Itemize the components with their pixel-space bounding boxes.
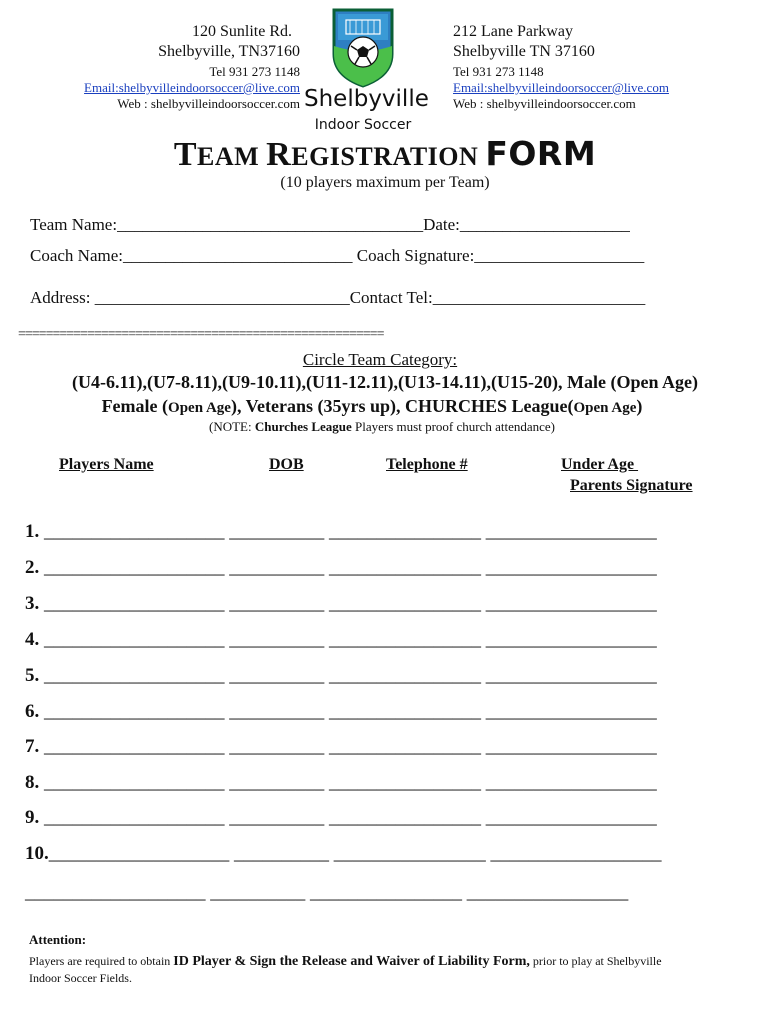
attention-text-start: Players are required to obtain bbox=[29, 954, 174, 968]
column-telephone: Telephone # bbox=[386, 456, 468, 473]
row-number: 4. bbox=[25, 629, 40, 650]
row-number: 3. bbox=[25, 593, 40, 614]
extra-row-fields[interactable]: ___________________ __________ ________________ _________________ bbox=[25, 882, 629, 903]
team-name-date-field[interactable]: Team Name:____________________________________Date:____________________ bbox=[30, 215, 630, 234]
right-web: Web : shelbyvilleindoorsoccer.com bbox=[453, 96, 636, 111]
player-row[interactable] bbox=[25, 665, 657, 687]
left-web: Web : shelbyvilleindoorsoccer.com bbox=[117, 96, 300, 111]
row-number: 6. bbox=[25, 701, 40, 722]
player-row[interactable] bbox=[25, 772, 657, 794]
column-parents-signature: Parents Signature bbox=[570, 477, 693, 494]
row-fields[interactable]: ___________________ __________ ________________ __________________ bbox=[39, 772, 657, 793]
attention-text-end: prior to play at Shelbyville bbox=[529, 954, 662, 968]
category-options-line1[interactable]: (U4-6.11),(U7-8.11),(U9-10.11),(U11-12.11),(U13-14.11),(U15-20), Male (Open Age) bbox=[72, 372, 698, 392]
left-street: 120 Sunlite Rd. bbox=[191, 23, 292, 40]
right-email-link[interactable]: Email:shelbyvilleindoorsoccer@live.com bbox=[453, 80, 669, 95]
right-street: 212 Lane Parkway bbox=[453, 23, 573, 40]
row-fields[interactable]: ___________________ __________ ________________ __________________ bbox=[39, 807, 657, 828]
title-part-eam: EAM bbox=[197, 142, 267, 171]
category-note bbox=[0, 419, 764, 435]
category-female-open-age: Open Age bbox=[168, 400, 231, 416]
column-under-age: Under Age bbox=[561, 456, 639, 473]
attention-text bbox=[29, 953, 729, 987]
left-city: Shelbyville, TN37160 bbox=[158, 43, 300, 60]
category-female: Female ( bbox=[101, 396, 169, 416]
left-email-link[interactable]: Email:shelbyvilleindoorsoccer@live.com bbox=[84, 80, 300, 95]
category-churches-open-age: Open Age bbox=[573, 400, 637, 416]
row-fields[interactable]: ___________________ __________ ________________ __________________ bbox=[39, 665, 657, 686]
player-row[interactable] bbox=[25, 807, 657, 829]
row-fields[interactable]: ___________________ __________ ________________ __________________ bbox=[39, 593, 657, 614]
category-heading: Circle Team Category: bbox=[302, 350, 458, 369]
page-title bbox=[0, 134, 770, 174]
row-fields[interactable]: ___________________ __________ ________________ __________________ bbox=[39, 557, 657, 578]
title-part-t: T bbox=[173, 136, 197, 173]
note-bold: Churches League bbox=[254, 419, 352, 434]
logo-name: Shelbyville bbox=[304, 86, 429, 112]
page-subtitle: (10 players maximum per Team) bbox=[280, 174, 490, 191]
player-row[interactable] bbox=[25, 593, 657, 615]
row-number: 7. bbox=[25, 736, 40, 757]
row-fields[interactable]: ___________________ __________ ________________ __________________ bbox=[48, 843, 662, 864]
soccer-crest-icon bbox=[304, 6, 422, 88]
extra-row[interactable] bbox=[25, 882, 628, 904]
note-prefix: (NOTE: bbox=[209, 419, 255, 434]
right-tel: Tel 931 273 1148 bbox=[453, 64, 544, 79]
note-suffix: Players must proof church attendance) bbox=[351, 419, 555, 434]
right-address-block bbox=[453, 22, 753, 112]
attention-text-line2: Indoor Soccer Fields. bbox=[29, 971, 132, 985]
row-number: 10. bbox=[25, 843, 49, 864]
player-row[interactable] bbox=[25, 629, 657, 651]
coach-name-signature-field[interactable]: Coach Name:___________________________ Coach Signature:____________________ bbox=[30, 246, 645, 265]
title-part-r: R bbox=[266, 136, 292, 173]
player-row[interactable] bbox=[25, 557, 657, 579]
row-number: 5. bbox=[25, 665, 40, 686]
title-part-form: FORM bbox=[485, 134, 597, 173]
category-options-line2[interactable] bbox=[0, 396, 744, 417]
player-row[interactable] bbox=[25, 521, 657, 543]
category-veterans-churches: ), Veterans (35yrs up), CHURCHES League( bbox=[230, 396, 574, 416]
row-fields[interactable]: ___________________ __________ ________________ __________________ bbox=[39, 736, 657, 757]
row-fields[interactable]: ___________________ __________ ________________ __________________ bbox=[39, 521, 657, 542]
player-row[interactable] bbox=[25, 736, 657, 758]
right-city: Shelbyville TN 37160 bbox=[453, 43, 595, 60]
row-number: 8. bbox=[25, 772, 40, 793]
row-number: 9. bbox=[25, 807, 40, 828]
logo-subtitle: Indoor Soccer bbox=[314, 117, 412, 133]
column-players-name: Players Name bbox=[59, 456, 154, 473]
row-fields[interactable]: ___________________ __________ ________________ __________________ bbox=[39, 701, 657, 722]
attention-label: Attention: bbox=[29, 932, 87, 947]
category-close-paren: ) bbox=[636, 396, 643, 416]
row-number: 1. bbox=[25, 521, 40, 542]
title-part-egistration: EGISTRATION bbox=[291, 142, 486, 171]
left-tel: Tel 931 273 1148 bbox=[209, 64, 300, 79]
shelbyville-logo bbox=[304, 6, 429, 134]
divider: ===================================================== bbox=[18, 327, 384, 342]
player-row[interactable] bbox=[25, 843, 662, 865]
row-fields[interactable]: ___________________ __________ ________________ __________________ bbox=[39, 629, 657, 650]
column-dob: DOB bbox=[269, 456, 304, 473]
player-row[interactable] bbox=[25, 701, 657, 723]
address-contact-field[interactable]: Address: ______________________________Contact Tel:_________________________ bbox=[30, 288, 646, 307]
attention-text-bold: ID Player & Sign the Release and Waiver of Liability Form, bbox=[173, 954, 530, 969]
row-number: 2. bbox=[25, 557, 40, 578]
left-address-block bbox=[40, 22, 300, 112]
